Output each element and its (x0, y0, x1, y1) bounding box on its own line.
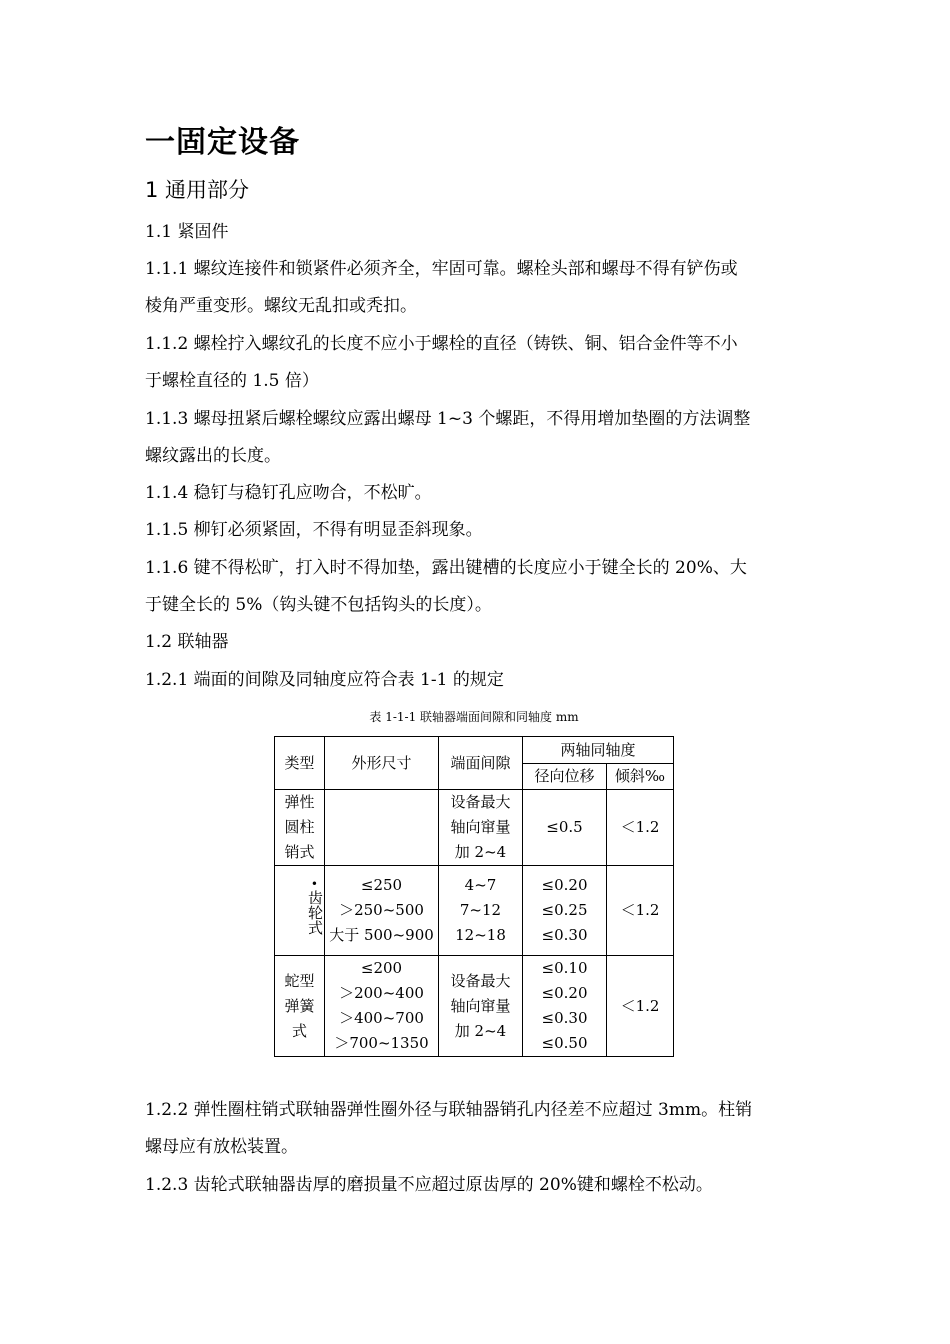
table-row (275, 956, 674, 1057)
paragraph-1-2: 1.2 联轴器 (145, 632, 229, 652)
table-header-row (275, 737, 674, 764)
paragraph-1-1-4: 1.1.4 稳钉与稳钉孔应吻合，不松旷。 (145, 483, 432, 503)
row2-size: ≤250 ＞250~500 大于 500~900 (325, 866, 439, 956)
paragraph-1-1-3-line2: 螺纹露出的长度。 (145, 446, 281, 466)
row3-size: ≤200 ＞200~400 ＞400~700 ＞700~1350 (325, 956, 439, 1057)
row1-type: 弹性 圆柱 销式 (275, 790, 325, 866)
paragraph-1-2-2-line1: 1.2.2 弹性圈柱销式联轴器弹性圈外径与联轴器销孔内径差不应超过 3mm。柱销 (145, 1100, 753, 1120)
table-row (275, 866, 674, 956)
row3-radial: ≤0.10 ≤0.20 ≤0.30 ≤0.50 (523, 956, 607, 1057)
row1-gap: 设备最大 轴向窜量 加 2~4 (439, 790, 523, 866)
row2-type-vertical: 齿轮式 (306, 890, 324, 935)
header-gap: 端面间隙 (439, 737, 523, 790)
header-tilt: 倾斜‰ (607, 764, 674, 790)
row2-type (275, 866, 325, 956)
paragraph-1-2-2-line2: 螺母应有放松装置。 (145, 1137, 298, 1157)
row3-gap: 设备最大 轴向窜量 加 2~4 (439, 956, 523, 1057)
table-caption: 表 1-1-1 联轴器端面间隙和同轴度 mm (369, 710, 579, 724)
row2-type-dot: • (310, 877, 318, 891)
row3-tilt: ＜1.2 (607, 956, 674, 1057)
paragraph-1-1-5: 1.1.5 柳钉必须紧固，不得有明显歪斜现象。 (145, 520, 483, 540)
paragraph-1-1: 1.1 紧固件 (145, 222, 229, 242)
paragraph-1-1-2-line1: 1.1.2 螺栓拧入螺纹孔的长度不应小于螺栓的直径（铸铁、铜、铝合金件等不小 (145, 334, 738, 354)
row2-radial: ≤0.20 ≤0.25 ≤0.30 (523, 866, 607, 956)
paragraph-1-1-1-line2: 棱角严重变形。螺纹无乱扣或秃扣。 (145, 296, 417, 316)
header-size: 外形尺寸 (325, 737, 439, 790)
row3-type: 蛇型 弹簧 式 (275, 956, 325, 1057)
table-row (275, 790, 674, 866)
row1-radial: ≤0.5 (523, 790, 607, 866)
row1-size (325, 790, 439, 866)
paragraph-1-1-6-line2: 于键全长的 5%（钩头键不包括钩头的长度）。 (145, 595, 492, 615)
coupling-spec-table (274, 736, 674, 1057)
paragraph-1-2-1: 1.2.1 端面的间隙及同轴度应符合表 1-1 的规定 (145, 670, 504, 690)
paragraph-1-1-1-line1: 1.1.1 螺纹连接件和锁紧件必须齐全，牢固可靠。螺栓头部和螺母不得有铲伤或 (145, 259, 738, 279)
subsection-heading: 1 通用部分 (145, 178, 250, 202)
header-type: 类型 (275, 737, 325, 790)
paragraph-1-1-6-line1: 1.1.6 键不得松旷，打入时不得加垫，露出键槽的长度应小于键全长的 20%、大 (145, 558, 747, 578)
paragraph-1-1-2-line2: 于螺栓直径的 1.5 倍） (145, 371, 319, 391)
paragraph-1-2-3: 1.2.3 齿轮式联轴器齿厚的磨损量不应超过原齿厚的 20%键和螺栓不松动。 (145, 1175, 713, 1195)
section-heading: 一固定设备 (145, 125, 300, 160)
row1-tilt: ＜1.2 (607, 790, 674, 866)
paragraph-1-1-3-line1: 1.1.3 螺母扭紧后螺栓螺纹应露出螺母 1~3 个螺距，不得用增加垫圈的方法调整 (145, 409, 751, 429)
header-radial: 径向位移 (523, 764, 607, 790)
row2-gap: 4~7 7~12 12~18 (439, 866, 523, 956)
row2-tilt: ＜1.2 (607, 866, 674, 956)
header-coaxial: 两轴同轴度 (523, 737, 674, 764)
